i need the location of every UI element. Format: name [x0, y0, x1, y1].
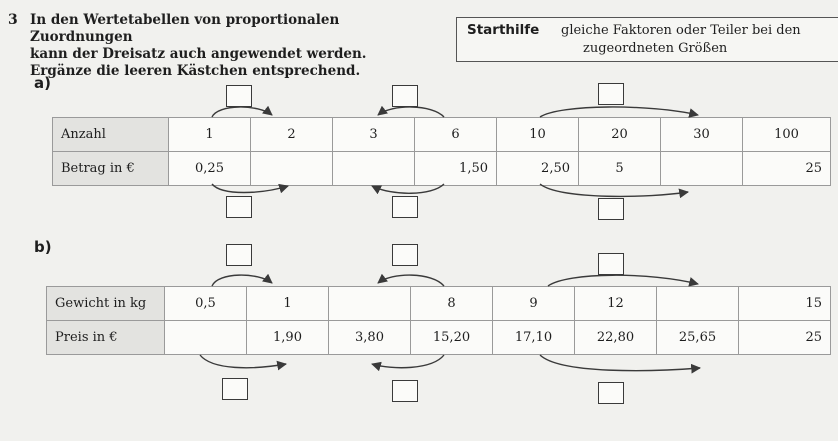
part-b-label: b) — [34, 238, 52, 256]
row-header: Preis in € — [47, 321, 165, 355]
table-cell: 100 — [743, 118, 831, 152]
answer-box-b-top-3[interactable] — [598, 253, 624, 275]
answer-box-b-top-1[interactable] — [226, 244, 252, 266]
answer-box-a-top-2[interactable] — [392, 85, 418, 107]
table-cell: 25 — [743, 152, 831, 186]
table-cell: 25,65 — [657, 321, 739, 355]
table-cell: 15 — [739, 287, 831, 321]
arrow-a-top-2 — [378, 107, 444, 117]
arrow-a-top-3 — [540, 107, 698, 117]
table-cell: 1,50 — [415, 152, 497, 186]
answer-box-b-top-2[interactable] — [392, 244, 418, 266]
answer-box-a-bottom-2[interactable] — [392, 196, 418, 218]
table-cell: 2 — [251, 118, 333, 152]
table-cell: 0,25 — [169, 152, 251, 186]
row-header: Anzahl — [53, 118, 169, 152]
table-cell: 30 — [661, 118, 743, 152]
answer-box-b-bottom-1[interactable] — [222, 378, 248, 400]
table-cell: 1 — [247, 287, 329, 321]
table-cell: 3,80 — [329, 321, 411, 355]
arrow-b-top-2 — [378, 275, 444, 286]
answer-box-b-bottom-2[interactable] — [392, 380, 418, 402]
table-cell: 10 — [497, 118, 579, 152]
table-cell: 15,20 — [411, 321, 493, 355]
instruction-line: In den Wertetabellen von proportionalen Zuordnungen — [30, 12, 340, 45]
arrow-b-bottom-2 — [372, 355, 444, 368]
table-cell: 3 — [333, 118, 415, 152]
table-cell: 20 — [579, 118, 661, 152]
table-cell: 1,90 — [247, 321, 329, 355]
arrow-b-top-1 — [212, 275, 272, 286]
table-cell: 25 — [739, 321, 831, 355]
table-cell: 1 — [169, 118, 251, 152]
arrow-b-bottom-1 — [200, 355, 286, 368]
instruction-line: kann der Dreisatz auch angewendet werden. — [30, 46, 367, 62]
part-a-label: a) — [34, 74, 51, 92]
answer-box-a-bottom-3[interactable] — [598, 198, 624, 220]
table-cell: 9 — [493, 287, 575, 321]
arrow-a-top-1 — [212, 107, 272, 117]
arrow-a-bottom-1 — [212, 184, 288, 193]
table-cell: 6 — [415, 118, 497, 152]
table-cell: 17,10 — [493, 321, 575, 355]
row-header: Gewicht in kg — [47, 287, 165, 321]
task-number: 3 — [8, 12, 18, 28]
answer-box-b-bottom-3[interactable] — [598, 382, 624, 404]
hint-line: gleiche Faktoren oder Teiler bei den — [561, 23, 801, 38]
table-cell: 2,50 — [497, 152, 579, 186]
hint-line: zugeordneten Größen — [583, 41, 728, 56]
answer-box-a-top-3[interactable] — [598, 83, 624, 105]
answer-box-a-top-1[interactable] — [226, 85, 252, 107]
arrow-b-top-3 — [548, 275, 698, 286]
table-cell: 0,5 — [165, 287, 247, 321]
table-cell: 12 — [575, 287, 657, 321]
table-cell: 22,80 — [575, 321, 657, 355]
table-cell: 5 — [579, 152, 661, 186]
table-cell: 8 — [411, 287, 493, 321]
answer-box-a-bottom-1[interactable] — [226, 196, 252, 218]
arrow-a-bottom-2 — [372, 184, 444, 193]
arrow-a-bottom-3 — [540, 184, 688, 196]
arrow-b-bottom-3 — [540, 355, 700, 371]
instruction-line: Ergänze die leeren Kästchen entsprechend. — [30, 63, 361, 79]
row-header: Betrag in € — [53, 152, 169, 186]
hint-title: Starthilfe — [467, 22, 540, 38]
